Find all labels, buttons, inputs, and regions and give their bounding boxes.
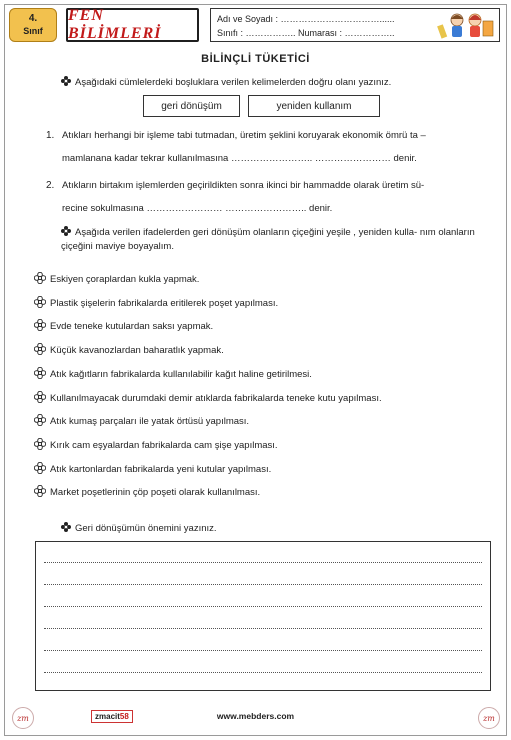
question-answer-line[interactable]: mamlanana kadar tekrar kullanılmasına …………………….. …………………… denir. (62, 153, 417, 164)
answer-line[interactable] (44, 672, 482, 673)
flower-icon (61, 522, 71, 532)
statement-text: Küçük kavanozlardan baharatlık yapmak. (50, 345, 224, 357)
statement-item (34, 343, 224, 356)
question-text: Atıkları herhangi bir işleme tabi tutmadan, üretim şeklini koruyarak ekonomik ömrü ta – (62, 130, 426, 141)
zm-stamp-icon: zm (12, 707, 34, 729)
student-info-box (210, 8, 500, 42)
instruction-fill-blanks (61, 76, 391, 88)
subject-title: FEN BİLİMLERİ (68, 7, 162, 42)
outline-flower-icon[interactable] (34, 485, 46, 497)
flower-icon (61, 76, 71, 86)
statement-text: Evde teneke kutulardan saksı yapmak. (50, 321, 214, 333)
grade-label: Sınıf (23, 26, 43, 36)
word-option-reuse: yeniden kullanım (248, 95, 380, 117)
outline-flower-icon[interactable] (34, 272, 46, 284)
statement-item (34, 485, 260, 498)
statement-text: Plastik şişelerin fabrikalarda eritilerek poşet yapılması. (50, 297, 279, 309)
answer-line[interactable] (44, 650, 482, 651)
question-number: 1. (46, 130, 55, 141)
statement-text: Kırık cam eşyalardan fabrikalarda cam şişe yapılması. (50, 439, 278, 451)
statement-item (34, 391, 382, 404)
statement-text: Market poşetlerinin çöp poşeti olarak kullanılması. (50, 487, 261, 499)
instruction-color-flowers (61, 226, 481, 254)
question-text: Atıkların birtakım işlemlerden geçirildikten sonra ikinci bir hammadde olarak üretim sü- (62, 180, 425, 191)
statement-item (34, 438, 278, 451)
outline-flower-icon[interactable] (34, 343, 46, 355)
code-number: 58 (119, 712, 129, 721)
statement-item (34, 414, 249, 427)
instruction-text: Aşağıda verilen ifadelerden geri dönüşüm olanların çiçeğini yeşile , yeniden kulla- nım olanların çiçeğini maviye boyayalım. (61, 227, 475, 252)
answer-line[interactable] (44, 562, 482, 563)
kids-illustration-icon (437, 11, 495, 39)
code-prefix: zmacit (95, 712, 120, 721)
statement-item (34, 367, 312, 380)
outline-flower-icon[interactable] (34, 391, 46, 403)
subject-box (66, 8, 199, 42)
statement-item (34, 272, 199, 285)
flower-icon (61, 226, 71, 236)
outline-flower-icon[interactable] (34, 414, 46, 426)
page-title: BİLİNÇLİ TÜKETİCİ (201, 53, 310, 65)
statement-text: Atık kumaş parçaları ile yatak örtüsü yapılması. (50, 416, 250, 428)
grade-badge (9, 8, 57, 42)
answer-line[interactable] (44, 584, 482, 585)
statement-text: Atık kartonlardan fabrikalarda yeni kutular yapılması. (50, 463, 272, 475)
answer-line[interactable] (44, 628, 482, 629)
outline-flower-icon[interactable] (34, 319, 46, 331)
question-number: 2. (46, 180, 55, 191)
statement-text: Eskiyen çoraplardan kukla yapmak. (50, 274, 200, 285)
statement-item (34, 319, 213, 332)
statement-text: Atık kağıtların fabrikalarda kullanılabilir kağıt haline getirilmesi. (50, 368, 312, 380)
answer-box[interactable] (35, 541, 491, 691)
outline-flower-icon[interactable] (34, 438, 46, 450)
zm-stamp-icon: zm (478, 707, 500, 729)
word-option-recycling: geri dönüşüm (143, 95, 240, 117)
outline-flower-icon[interactable] (34, 462, 46, 474)
name-line[interactable]: Adı ve Soyadı : ……………………………...... (217, 14, 395, 24)
grade-number: 4. (28, 13, 38, 24)
outline-flower-icon[interactable] (34, 296, 46, 308)
instruction-text: Aşağıdaki cümlelerdeki boşluklara verilen kelimelerden doğru olanı yazınız. (75, 77, 392, 88)
website-link[interactable]: www.mebders.com (216, 711, 295, 721)
statement-item (34, 296, 278, 309)
question-answer-line[interactable]: recine sokulmasına …………………… …………………….. denir. (62, 203, 333, 214)
statement-text: Kullanılmayacak durumdaki demir atıklarda fabrikalarda teneke kutu yapılması. (50, 392, 382, 404)
answer-line[interactable] (44, 606, 482, 607)
instruction-text: Geri dönüşümün önemini yazınız. (75, 523, 217, 534)
statement-item (34, 462, 271, 475)
instruction-write-importance (61, 522, 217, 534)
outline-flower-icon[interactable] (34, 367, 46, 379)
class-line[interactable]: Sınıfı : …………….. Numarası : …………….. (217, 28, 395, 38)
